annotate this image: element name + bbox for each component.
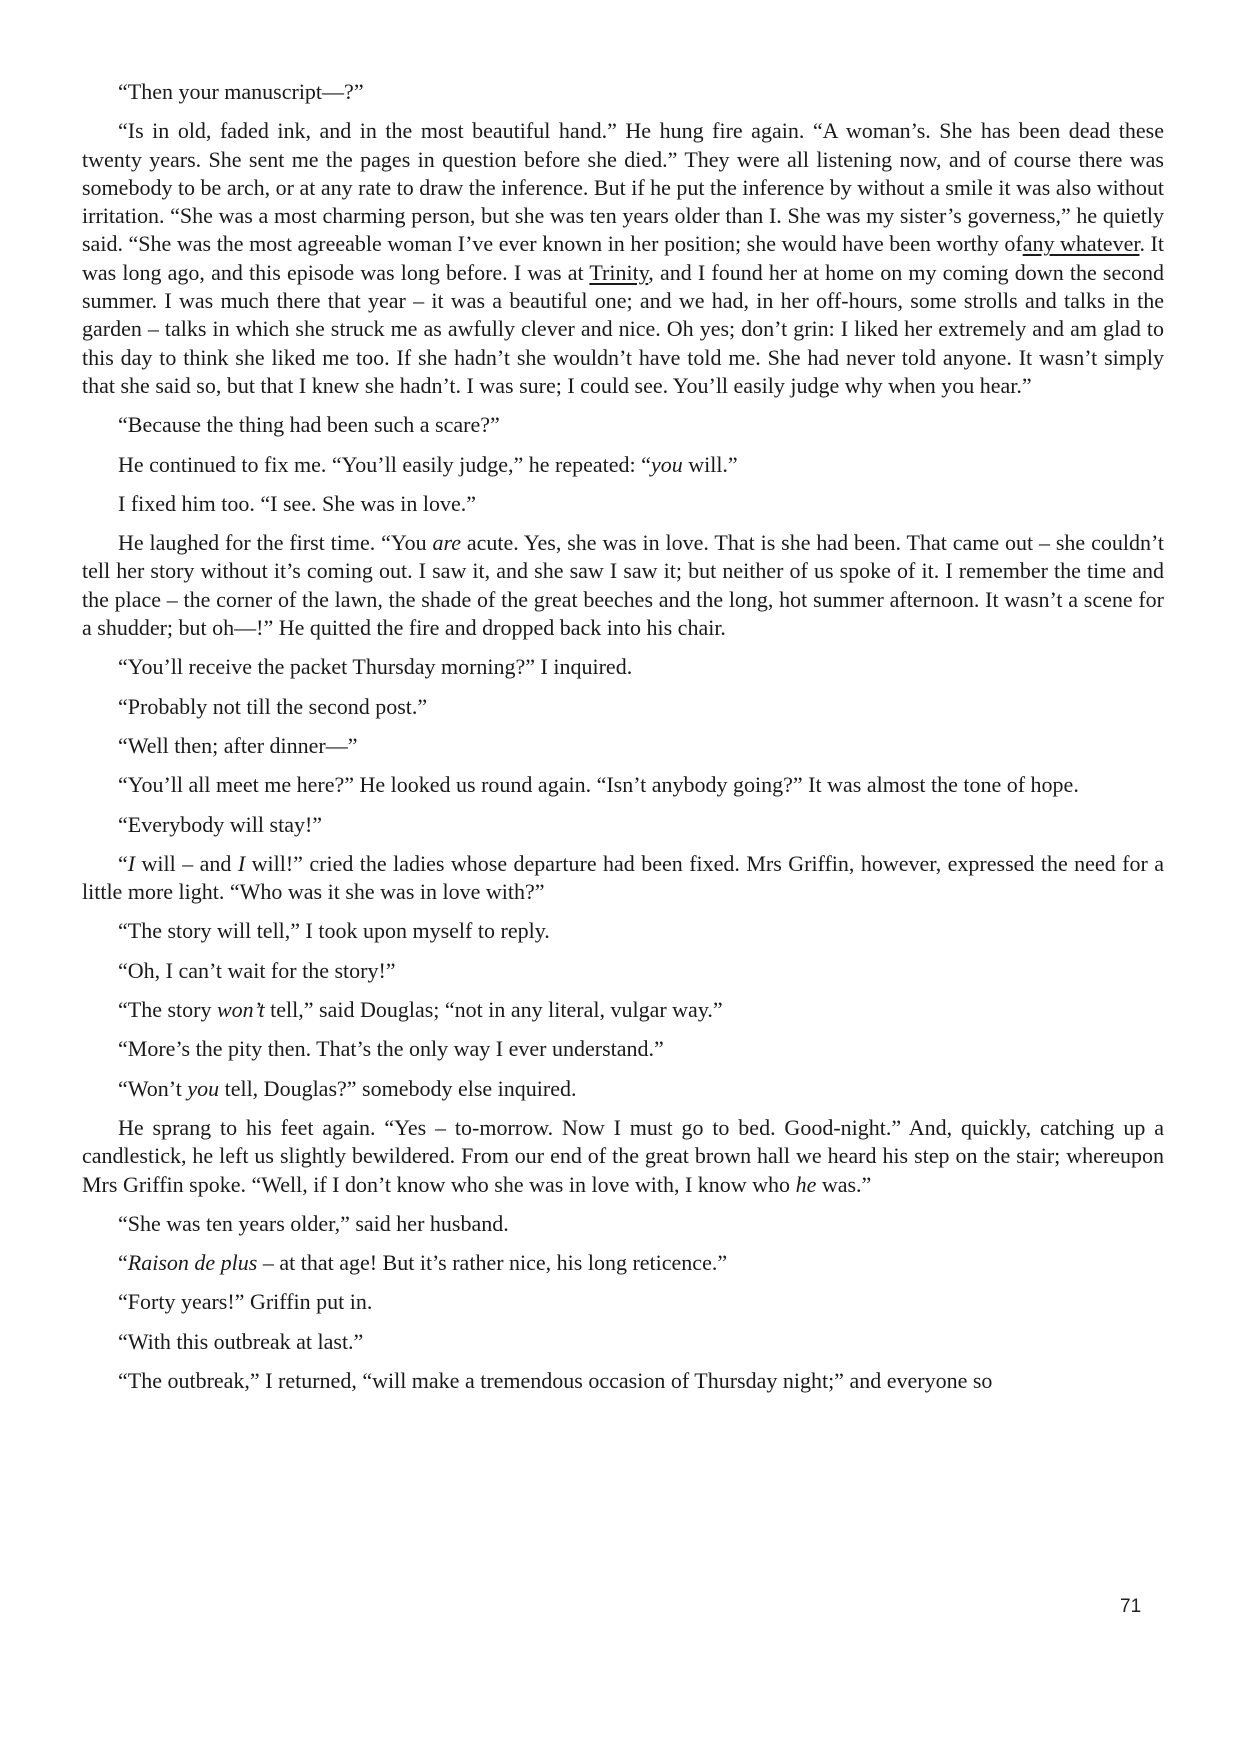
text-run: “Is in old, faded ink, and in the most beautiful hand.” He hung fire again. “A woman’s. She has been dead these twenty years. She sent me the pages in question before she died.” They were all listening now, and of course there was somebody to be arch, or at any rate to draw the inference. But if he put the inference by without a smile it was also without irritation. “She was a most charming person, but she was ten years older than I. She was my sister’s governess,” he quietly said. “She was the most agreeable woman I’ve ever known in her position; she would have been worthy of	[82, 118, 1164, 257]
paragraph	[82, 653, 1164, 681]
text-run: acute. Yes, she was in love. That is she had been. That came out – she couldn’t tell her story without it’s coming out. I saw it, and she saw I saw it; but neither of us spoke of it. I remember the time and the place – the corner of the lawn, the shade of the great beeches and the long, hot summer afternoon. It wasn’t a scene for a shudder; but oh—!” He quitted the fire and dropped back into his chair.	[82, 530, 1164, 641]
paragraph	[82, 996, 1164, 1024]
text-run: “You’ll receive the packet Thursday morning?” I inquired.	[118, 654, 633, 680]
paragraph	[82, 811, 1164, 839]
text-run: “With this outbreak at last.”	[118, 1328, 364, 1354]
paragraph	[82, 1035, 1164, 1063]
underlined-text: Trinity	[589, 259, 649, 285]
paragraph	[82, 957, 1164, 985]
paragraph	[82, 1288, 1164, 1316]
paragraph	[82, 117, 1164, 400]
paragraph	[82, 1210, 1164, 1238]
text-run: will!” cried the ladies whose departure had been fixed. Mrs Griffin, however, expressed the need for a little more light. “Who was it she was in love with?”	[82, 850, 1164, 905]
emphasis-text: won’t	[216, 997, 265, 1023]
text-run: , and I found her at home on my coming down the second summer. I was much there that year – it was a beautiful one; and we had, in her off-hours, some strolls and talks in the garden – talks in which she struck me as awfully clever and nice. Oh yes; don’t grin: I liked her extremely and am glad to this day to think she liked me too. If she hadn’t she wouldn’t have told me. She had never told anyone. It wasn’t simply that she said so, but that I knew she hadn’t. I was sure; I could see. You’ll easily judge why when you hear.”	[82, 259, 1165, 398]
text-run: “The story	[118, 997, 217, 1023]
emphasis-text: are	[432, 530, 461, 556]
paragraph	[82, 771, 1164, 799]
paragraph	[82, 1075, 1164, 1103]
text-run: “Then your manuscript—?”	[118, 79, 364, 104]
text-run: “The outbreak,” I returned, “will make a tremendous occasion of Thursday night;” and everyone so	[118, 1367, 993, 1393]
paragraph	[82, 850, 1164, 907]
emphasis-text: Raison de plus	[127, 1250, 258, 1276]
text-run: “Oh, I can’t wait for the story!”	[118, 957, 396, 983]
paragraph	[82, 732, 1164, 760]
text-run: I fixed him too. “I see. She was in love.”	[118, 490, 477, 516]
emphasis-text: I	[127, 850, 136, 876]
text-run: He laughed for the first time. “You	[118, 530, 433, 556]
text-run: will – and	[135, 850, 238, 876]
paragraph	[82, 1367, 1164, 1395]
book-page-text	[82, 78, 1164, 1406]
text-run: He continued to fix me. “You’ll easily judge,” he repeated: “	[118, 451, 651, 477]
emphasis-text: you	[650, 451, 683, 477]
paragraph	[82, 917, 1164, 945]
text-run: – at that age! But it’s rather nice, his long reticence.”	[257, 1250, 728, 1276]
text-run: “Probably not till the second post.”	[118, 693, 428, 719]
text-run: was.”	[816, 1171, 872, 1197]
text-run: “Because the thing had been such a scare?”	[118, 412, 500, 438]
text-run: “You’ll all meet me here?” He looked us round again. “Isn’t anybody going?” It was almost the tone of hope.	[118, 772, 1079, 798]
paragraph	[82, 451, 1164, 479]
paragraph	[82, 1249, 1164, 1277]
text-run: tell,” said Douglas; “not in any literal, vulgar way.”	[264, 997, 723, 1023]
underlined-text: any whatever	[1022, 231, 1140, 257]
paragraph	[82, 1328, 1164, 1356]
text-run: “Won’t	[118, 1075, 188, 1101]
paragraph	[82, 1114, 1164, 1199]
text-run: tell, Douglas?” somebody else inquired.	[219, 1075, 577, 1101]
emphasis-text: he	[795, 1171, 817, 1197]
emphasis-text: you	[187, 1075, 220, 1101]
text-run: “	[118, 1250, 128, 1276]
paragraph	[82, 78, 1164, 106]
emphasis-text: I	[237, 850, 246, 876]
text-run: “	[118, 850, 128, 876]
text-run: He sprang to his feet again. “Yes – to-morrow. Now I must go to bed. Good-night.” And, quickly, catching up a candlestick, he left us slightly bewildered. From our end of the great brown hall we heard his step on the stair; whereupon Mrs Griffin spoke. “Well, if I don’t know who she was in love with, I know who	[82, 1114, 1164, 1197]
text-run: . It was long ago, and this episode was long before. I was at	[82, 231, 1164, 285]
text-run: will.”	[682, 451, 738, 477]
text-run: “Everybody will stay!”	[118, 811, 323, 837]
text-run: “The story will tell,” I took upon myself to reply.	[118, 918, 550, 944]
text-run: “Forty years!” Griffin put in.	[118, 1289, 373, 1315]
text-run: “More’s the pity then. That’s the only way I ever understand.”	[118, 1036, 664, 1062]
paragraph	[82, 693, 1164, 721]
paragraph	[82, 490, 1164, 518]
paragraph	[82, 411, 1164, 439]
text-run: “Well then; after dinner—”	[118, 732, 358, 758]
paragraph	[82, 529, 1164, 642]
page-number: 71	[1120, 1596, 1142, 1617]
text-run: “She was ten years older,” said her husband.	[118, 1210, 509, 1236]
